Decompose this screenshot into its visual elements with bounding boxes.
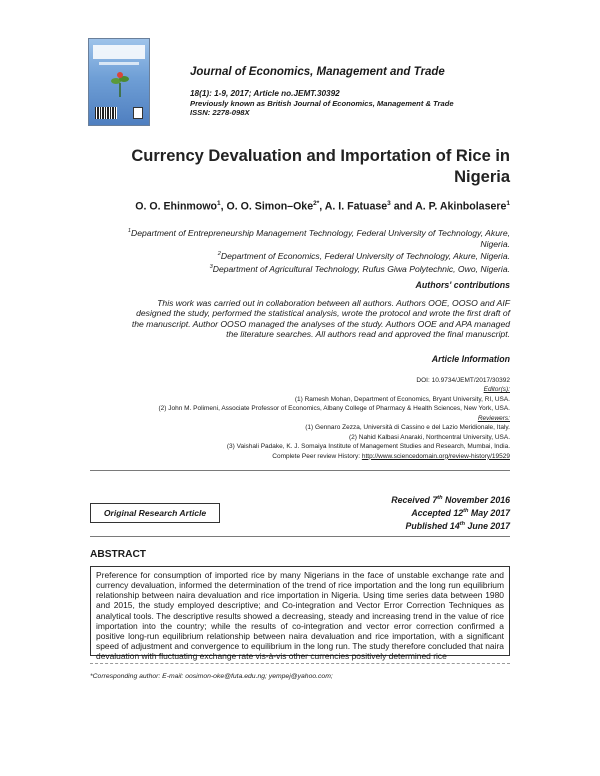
affiliation-1-cont: Nigeria. xyxy=(480,238,510,249)
editor-entry: (1) Ramesh Mohan, Department of Economics, Bryant University, RI, USA. xyxy=(294,395,510,403)
peer-review-label: Complete Peer review History: xyxy=(272,452,362,460)
accepted-date: Accepted 12th May 2017 xyxy=(411,507,510,518)
divider xyxy=(90,536,510,537)
editor-entry: (2) John M. Polimeni, Associate Professor of Economics, Albany College of Pharmacy & Health Sciences, New York, USA. xyxy=(158,405,510,413)
contributions-line: This work was carried out in collaboration between all authors. Authors OOE, OOSO and AIF xyxy=(157,298,510,308)
contributions-heading: Authors' contributions xyxy=(415,280,510,290)
affiliation-text: Department of Agricultural Technology, Rufus Giwa Polytechnic, Owo, Nigeria. xyxy=(212,263,510,274)
barcode-icon xyxy=(95,107,117,119)
plant-icon xyxy=(109,71,131,97)
affiliation-mark: 1 xyxy=(127,228,132,234)
author-affil-mark: 1 xyxy=(506,200,510,207)
contributions-line: the manuscript. Author OOSO managed the analyses of the study. Authors OOE and APA managed xyxy=(131,318,510,329)
reviewer-entry: (1) Gennaro Zezza, Università di Cassino e del Lazio Meridionale, Italy. xyxy=(305,424,510,432)
paper-title xyxy=(90,146,510,188)
journal-volume: 18(1): 1-9, 2017; Article no.JEMT.30392 xyxy=(190,89,340,98)
author-affil-mark: 2* xyxy=(313,200,320,207)
journal-issn: ISSN: 2278-098X xyxy=(190,108,250,118)
peer-review-history xyxy=(90,452,510,461)
divider xyxy=(90,470,510,471)
author-affil-mark: 1 xyxy=(217,200,221,207)
contributions-line: the literature searches. All authors read and approved the final manuscript. xyxy=(226,329,510,340)
article-type-badge: Original Research Article xyxy=(90,503,220,523)
article-info-heading: Article Information xyxy=(431,354,510,364)
journal-meta xyxy=(190,89,454,118)
reviewer-entry: (3) Vaishali Padake, K. J. Somaiya Institute of Management Studies and Research, Mumbai, India. xyxy=(226,443,510,451)
author-name: A. I. Fatuase xyxy=(324,200,388,213)
affiliations xyxy=(90,226,510,274)
cover-title-band xyxy=(93,45,145,59)
affiliation-text: Department of Entrepreneurship Management Technology, Federal University of Technology, Akure, xyxy=(131,227,510,238)
corresponding-author-footnote: *Corresponding author: E-mail: oosimon-oke@futa.edu.ng; yempej@yahoo.com; xyxy=(90,673,333,680)
affiliation-1 xyxy=(90,226,510,239)
cover-subtitle-band xyxy=(99,62,139,65)
journal-cover-image xyxy=(88,38,150,126)
journal-previous-name: Previously known as British Journal of Economics, Management & Trade xyxy=(190,98,454,108)
reviewers-label: Reviewers: xyxy=(477,414,510,422)
journal-title: Journal of Economics, Management and Trade xyxy=(190,66,445,78)
author-affil-mark: 3 xyxy=(387,200,391,207)
author-separator: and xyxy=(390,200,416,213)
reviewer-entry: (2) Nahid Kalbasi Anaraki, Northcentral University, USA. xyxy=(349,433,510,441)
author-separator: , xyxy=(220,200,227,213)
publication-dates xyxy=(300,493,510,532)
contributions-line: designed the study, performed the statistical analysis, wrote the protocol and wrote the first draft of xyxy=(136,308,510,319)
author-separator: , xyxy=(319,200,325,213)
paper-title-line: Currency Devaluation and Importation of Rice in xyxy=(131,147,510,165)
author-name: O. O. Simon–Oke xyxy=(226,200,314,213)
author-list xyxy=(90,200,510,213)
affiliation-mark: 3 xyxy=(209,263,213,270)
affiliation-3 xyxy=(90,262,510,275)
author-name: A. P. Akinbolasere xyxy=(415,200,507,213)
paper-title-line: Nigeria xyxy=(454,168,510,186)
affiliation-text: Department of Economics, Federal University of Technology, Akure, Nigeria. xyxy=(220,251,510,262)
contributions-text xyxy=(90,298,510,340)
editors-label: Editor(s): xyxy=(483,386,510,394)
affiliation-2 xyxy=(90,249,510,262)
abstract-text: Preference for consumption of imported rice by many Nigerians in the face of unstable exchange rate and currency devaluation, informed the determination of the trend of rice importation and the long run equilibrium relationship between naira devaluation and rice importation in Nigeria. Using time series data between 1980 and 2015, the study employed descriptive; and Co-integration and Vector Error Correction Techniques as analytical tools. The descriptive results showed a decreasing, steady and increasing trend in the value of rice importation into the country; while the results of co-integration and vector error correction confirmed a positive long-run equilibrium relationship between naira devaluation and rice importation, with a significant speed of adjustment and convergence to equilibrium in the long run. The study therefore concluded that naira devaluation with fluctuating exchange rate vis-à-vis other currencies positively determined rice xyxy=(90,566,510,656)
cover-logo-mark xyxy=(133,107,143,119)
footnote-divider xyxy=(90,663,510,664)
published-date: Published 14th June 2017 xyxy=(405,520,510,531)
author-name: O. O. Ehinmowo xyxy=(135,200,218,213)
abstract-heading: ABSTRACT xyxy=(90,549,147,560)
peer-review-link[interactable]: http://www.sciencedomain.org/review-history/19529 xyxy=(361,452,510,460)
doi: DOI: 10.9734/JEMT/2017/30392 xyxy=(416,377,510,384)
received-date: Received 7th November 2016 xyxy=(391,494,510,505)
article-info xyxy=(90,376,510,461)
affiliation-mark: 2 xyxy=(217,251,221,258)
